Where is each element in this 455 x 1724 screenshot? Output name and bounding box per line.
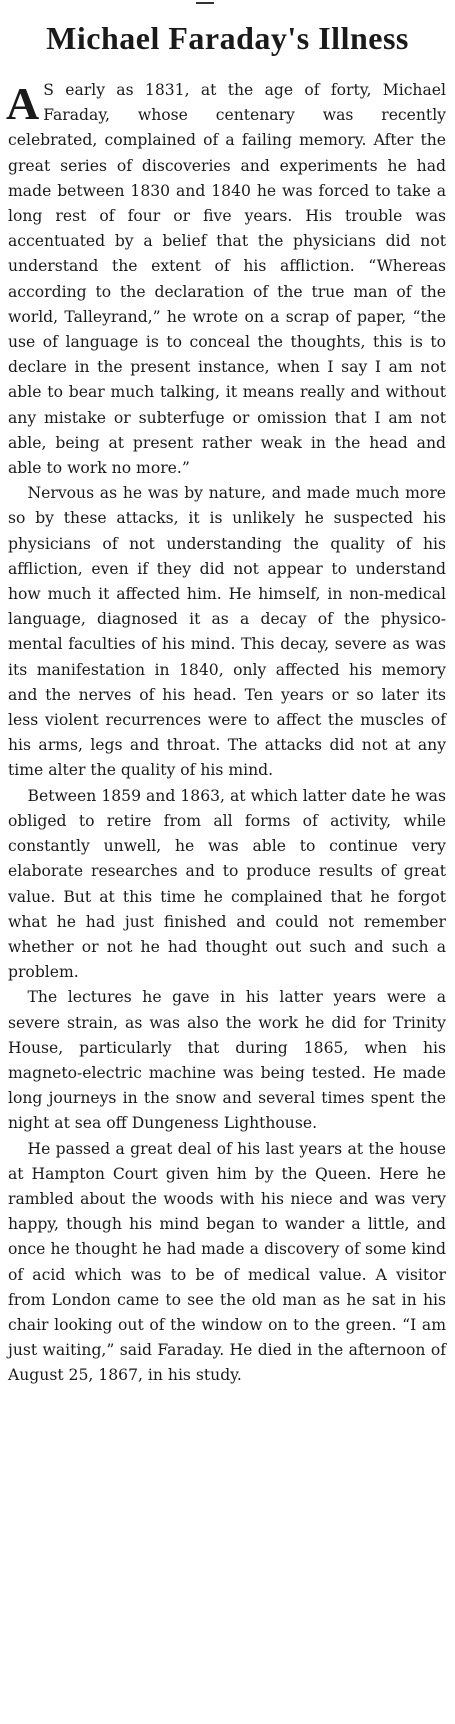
paragraph-1-text: S early as 1831, at the age of forty, Michael Faraday, whose centenary was recently celebrated, complained of a failing memory. After the great series of discoveries and experiments he had made between 1830 and 1840 he was forced to take a long rest of four or five years. His trouble was accentuated by a belief that the physicians did not understand the extent of his affliction. “Whereas according to the declaration of the true man of the world, Talleyrand,” he wrote on a scrap of paper, “the use of language is to conceal the thoughts, this is to declare in the present instance, when I say I am not able to bear much talking, it means really and without any mistake or subterfuge or omission that I am not able, being at present rather weak in the head and able to work no more.” <box>8 81 446 478</box>
drop-cap: A <box>6 78 40 129</box>
paragraph-2: Nervous as he was by nature, and made much more so by these attacks, it is unlikely he suspected his physicians of not understanding the quality of his affliction, even if they did not appear to understand how much it affected him. He himself, in non-medical language, diagnosed it as a decay of the physico-mental faculties of his mind. This decay, severe as was its manifestation in 1840, only affected his memory and the nerves of his head. Ten years or so later its less violent recurrences were to affect the muscles of his arms, legs and throat. The attacks did not at any time alter the quality of his mind. <box>8 484 446 780</box>
top-rule <box>196 2 214 4</box>
article-body <box>8 78 446 1389</box>
paragraph-1 <box>8 78 446 481</box>
article-title: Michael Faraday's Illness <box>46 20 409 56</box>
paragraph-5: He passed a great deal of his last years at the house at Hampton Court given him by the Queen. Here he rambled about the woods with his niece and was very happy, though his mind began to wander a little, and once he thought he had made a discovery of some kind of acid which was to be of medical value. A visitor from London came to see the old man as he sat in his chair looking out of the window on to the green. “I am just waiting,” said Faraday. He died in the afternoon of August 25, 1867, in his study. <box>8 1139 446 1385</box>
paragraph-4: The lectures he gave in his latter years were a severe strain, as was also the work he did for Trinity House, particularly that during 1865, when his magneto-electric machine was being tested. He made long journeys in the snow and several times spent the night at sea off Dungeness Lighthouse. <box>8 988 446 1133</box>
paragraph-3: Between 1859 and 1863, at which latter date he was obliged to retire from all forms of activity, while constantly unwell, he was able to continue very elaborate researches and to produce results of great value. But at this time he complained that he forgot what he had just finished and could not remember whether or not he had thought out such and such a problem. <box>8 786 446 982</box>
